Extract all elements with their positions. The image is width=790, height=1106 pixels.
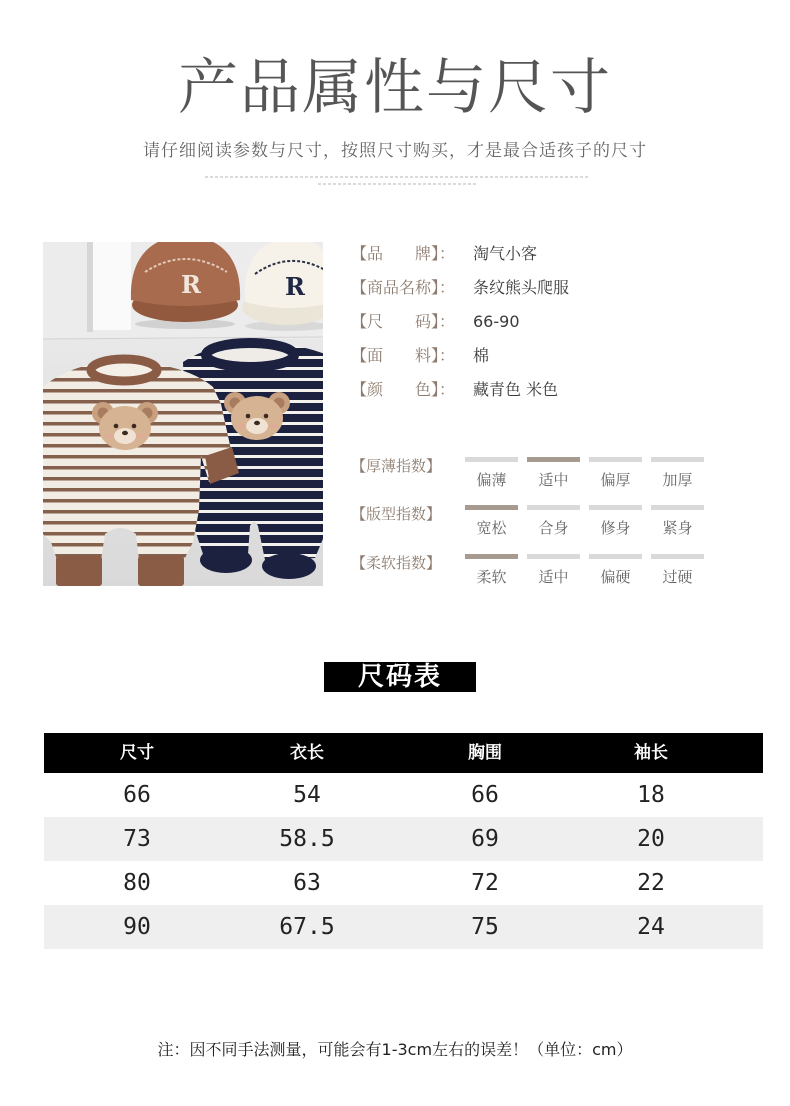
cap-letter: R (181, 270, 201, 299)
index-option-label: 偏硬 (600, 568, 631, 586)
index-option (527, 505, 580, 538)
index-option (651, 554, 704, 587)
index-option (589, 554, 642, 587)
size-chart-heading-label: 尺码表 (357, 662, 442, 692)
table-cell: 73 (123, 826, 151, 852)
table-cell: 67.5 (279, 914, 335, 940)
column-header: 袖长 (634, 743, 668, 763)
table-row (44, 773, 763, 817)
size-chart-heading (324, 662, 476, 692)
index-label: 【版型指数】 (351, 505, 442, 523)
attribute-label: 【颜 色】： (351, 380, 456, 399)
table-cell: 66 (123, 782, 151, 808)
attribute-label: 【品 牌】： (351, 244, 456, 263)
index-bar (465, 554, 518, 559)
table-row (44, 861, 763, 905)
brown-cap (131, 242, 240, 329)
measurement-note: 注：因不同手法测量，可能会有1-3cm左右的误差！（单位：cm） (157, 1040, 633, 1059)
index-bar (589, 457, 642, 462)
table-cell: 66 (471, 782, 499, 808)
table-cell: 24 (637, 914, 665, 940)
attribute-value: 棉 (473, 346, 490, 365)
index-row-softness (351, 554, 711, 600)
fine-print-decoration (205, 176, 590, 178)
index-option (589, 457, 642, 490)
table-header-row (44, 733, 763, 773)
attribute-value: 66-90 (473, 312, 520, 331)
index-label: 【厚薄指数】 (351, 457, 442, 475)
index-option (651, 457, 704, 490)
index-option (527, 554, 580, 587)
index-bar (589, 505, 642, 510)
table-row (44, 905, 763, 949)
product-photo (43, 242, 323, 586)
attribute-row-fabric (351, 345, 691, 379)
table-cell: 72 (471, 870, 499, 896)
index-bar (651, 457, 704, 462)
attribute-row-brand (351, 243, 691, 277)
index-option (589, 505, 642, 538)
index-option-label: 柔软 (476, 568, 507, 586)
table-cell: 22 (637, 870, 665, 896)
index-option-label: 偏薄 (476, 471, 507, 489)
attribute-label: 【商品名称】： (351, 278, 456, 297)
index-option (651, 505, 704, 538)
page-subtitle: 请仔细阅读参数与尺寸，按照尺寸购买，才是最合适孩子的尺寸 (143, 141, 647, 161)
attribute-value: 条纹熊头爬服 (473, 278, 570, 297)
index-bar (651, 554, 704, 559)
index-option-label: 宽松 (476, 519, 507, 537)
index-bar (651, 505, 704, 510)
attribute-list (351, 243, 691, 413)
index-option-label: 紧身 (662, 519, 693, 537)
index-bar (589, 554, 642, 559)
cap-letter: R (285, 272, 305, 301)
index-option (465, 554, 518, 587)
index-option-label: 过硬 (662, 568, 693, 586)
fine-print-decoration (318, 183, 478, 185)
attribute-row-size (351, 311, 691, 345)
index-row-fit (351, 505, 711, 551)
index-bar (527, 554, 580, 559)
table-cell: 58.5 (279, 826, 335, 852)
index-option (465, 505, 518, 538)
table-cell: 69 (471, 826, 499, 852)
column-header: 胸围 (468, 743, 502, 763)
index-option (527, 457, 580, 490)
attribute-label: 【面 料】： (351, 346, 456, 365)
attribute-row-product-name (351, 277, 691, 311)
index-option-label: 适中 (538, 471, 569, 489)
size-table (44, 733, 763, 949)
table-cell: 63 (293, 870, 321, 896)
column-header: 衣长 (290, 743, 324, 763)
table-cell: 80 (123, 870, 151, 896)
table-cell: 90 (123, 914, 151, 940)
index-bar (465, 457, 518, 462)
table-cell: 54 (293, 782, 321, 808)
column-header: 尺寸 (120, 743, 154, 763)
table-cell: 75 (471, 914, 499, 940)
index-option-label: 修身 (600, 519, 631, 537)
table-cell: 18 (637, 782, 665, 808)
attribute-row-color (351, 379, 691, 413)
index-bar (527, 457, 580, 462)
index-bar (527, 505, 580, 510)
attribute-value: 淘气小客 (473, 244, 538, 263)
index-label: 【柔软指数】 (351, 554, 442, 572)
index-bar (465, 505, 518, 510)
index-option-label: 合身 (538, 519, 569, 537)
page-title: 产品属性与尺寸 (178, 53, 612, 123)
attribute-label: 【尺 码】： (351, 312, 456, 331)
index-option (465, 457, 518, 490)
table-cell: 20 (637, 826, 665, 852)
index-option-label: 适中 (538, 568, 569, 586)
attribute-value: 藏青色 米色 (473, 380, 559, 399)
table-row (44, 817, 763, 861)
index-option-label: 偏厚 (600, 471, 631, 489)
index-row-thickness (351, 457, 711, 503)
index-option-label: 加厚 (662, 471, 693, 489)
